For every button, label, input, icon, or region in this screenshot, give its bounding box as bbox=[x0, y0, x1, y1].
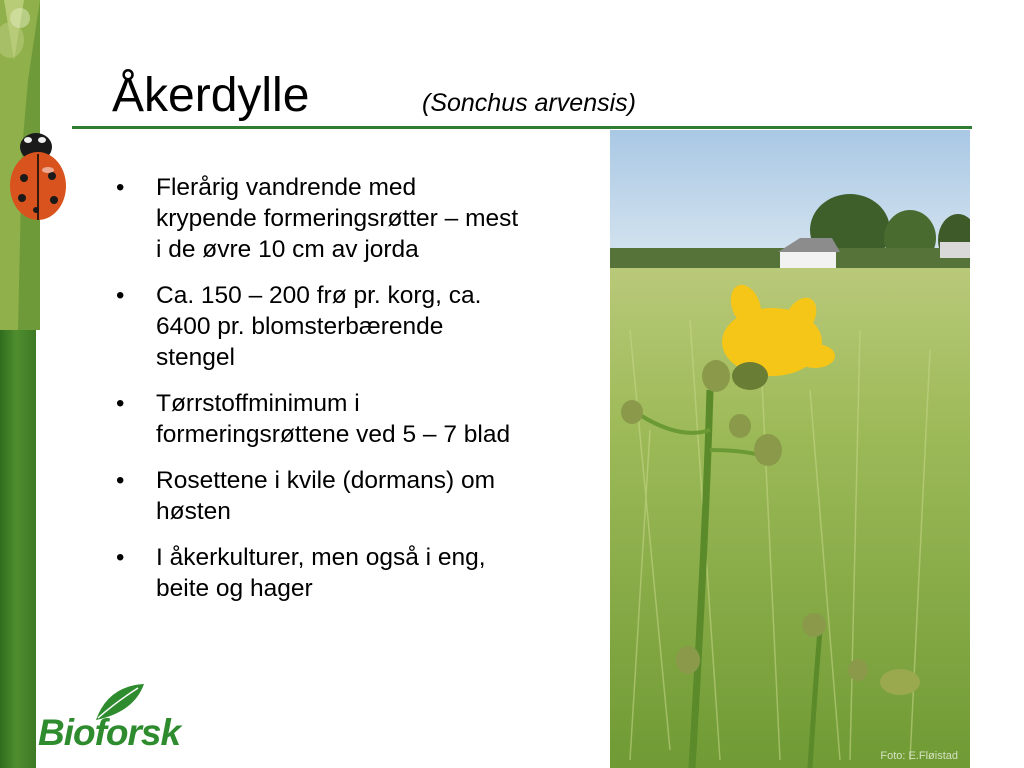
list-item: • Rosettene i kvile (dormans) om høsten bbox=[116, 467, 496, 525]
bullet-icon: • bbox=[116, 544, 125, 571]
bullet-icon: • bbox=[116, 467, 125, 494]
title-divider bbox=[72, 126, 972, 129]
bioforsk-logo bbox=[38, 682, 188, 762]
list-item: • Ca. 150 – 200 frø pr. korg, ca. 6400 pr. blomsterbærende stengel bbox=[116, 282, 482, 371]
slide-subtitle: (Sonchus arvensis) bbox=[422, 89, 636, 117]
photo-credit: Foto: E.Fløistad bbox=[880, 750, 958, 762]
logo-text: Bioforsk bbox=[38, 712, 181, 753]
plant-photo bbox=[610, 130, 970, 768]
bullet-list bbox=[112, 172, 522, 619]
field-image bbox=[610, 130, 970, 768]
bullet-icon: • bbox=[116, 174, 125, 201]
list-item: • Tørrstoffminimum i formeringsrøttene ved 5 – 7 blad bbox=[116, 390, 511, 448]
bullet-icon: • bbox=[116, 390, 125, 417]
list-item: • Flerårig vandrende med krypende formeringsrøtter – mest i de øvre 10 cm av jorda bbox=[116, 174, 519, 263]
list-item: • I åkerkulturer, men også i eng, beite og hager bbox=[116, 544, 486, 602]
slide-title: Åkerdylle bbox=[112, 69, 310, 122]
bullet-icon: • bbox=[116, 282, 125, 309]
ladybug-icon bbox=[4, 112, 68, 224]
